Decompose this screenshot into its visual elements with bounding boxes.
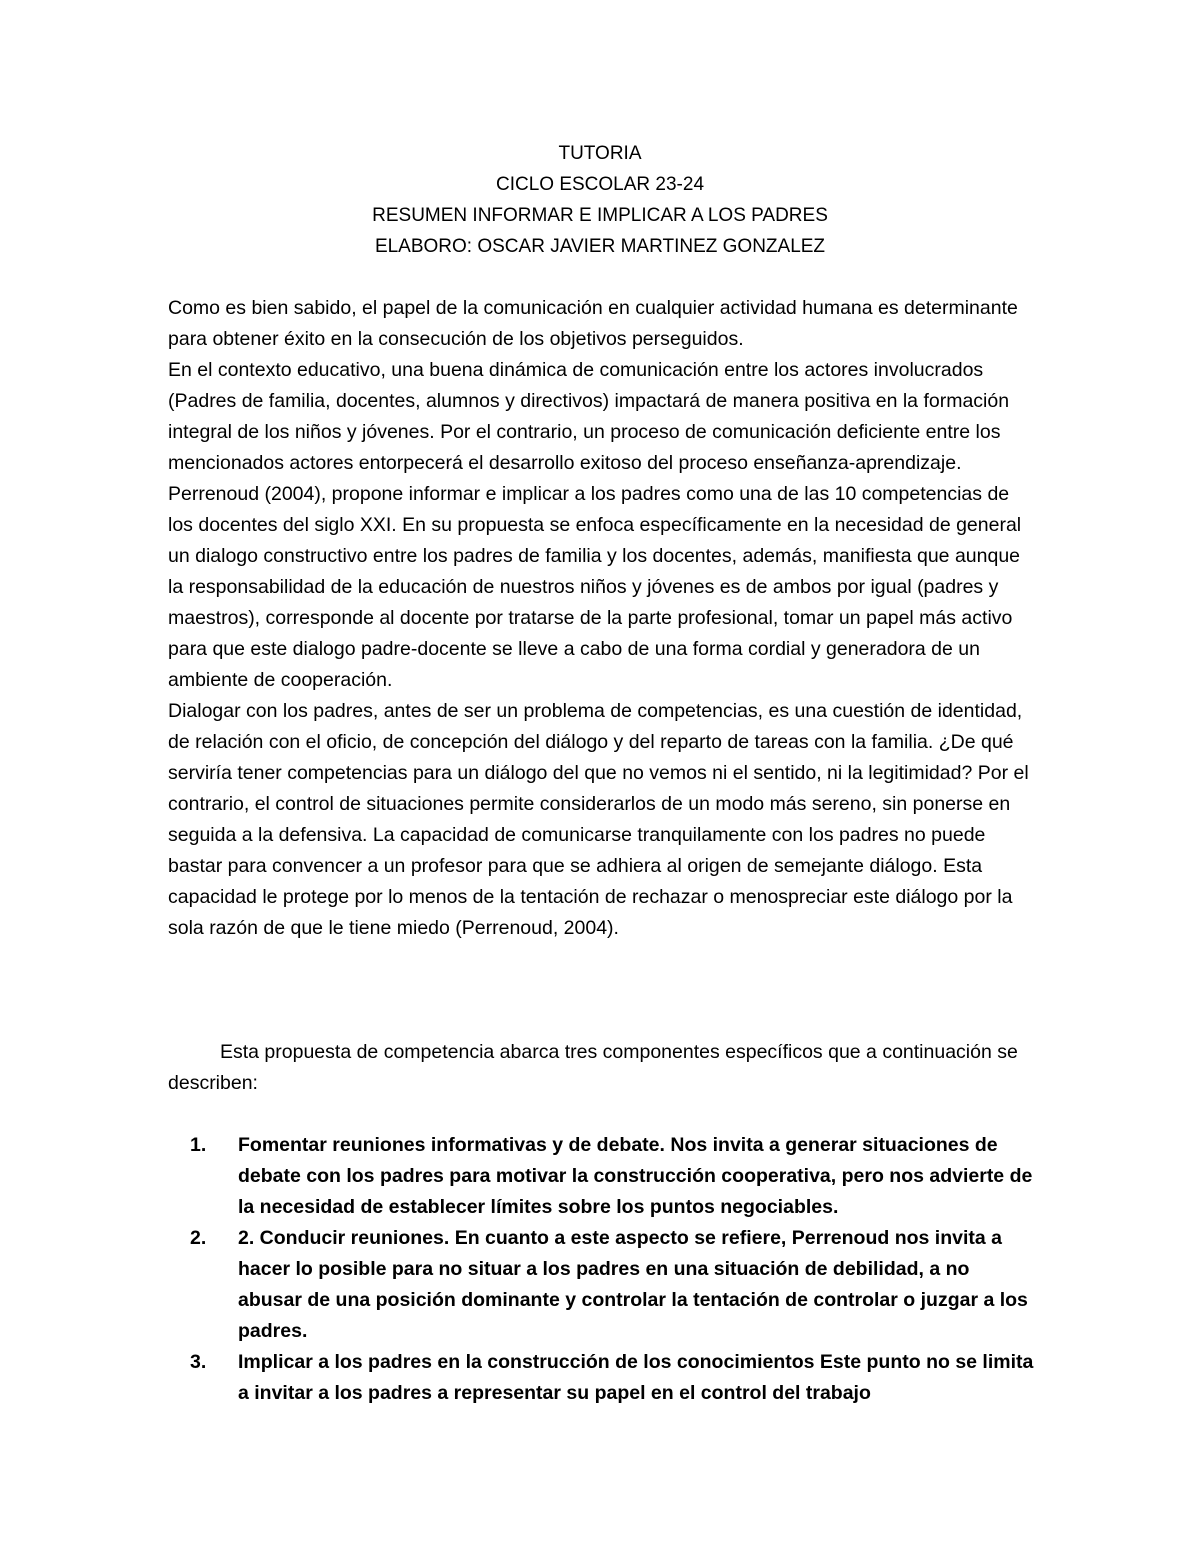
list-item [168, 1347, 1038, 1409]
paragraph: En el contexto educativo, una buena dinámica de comunicación entre los actores involucrados (Padres de familia, docentes, alumnos y directivos) impactará de manera positiva en la formación integral de los niños y jóvenes. Por el contrario, un proceso de comunicación deficiente entre los mencionados actores entorpecerá el desarrollo exitoso del proceso enseñanza-aprendizaje. [168, 359, 1010, 474]
document-body [168, 293, 1038, 944]
header-school-cycle: CICLO ESCOLAR 23-24 [495, 174, 705, 195]
list-item-number: 1. [190, 1134, 207, 1156]
header-author: ELABORO: OSCAR JAVIER MARTINEZ GONZALEZ [374, 236, 826, 257]
list-item-text: 2. Conducir reuniones. En cuanto a este aspecto se refiere, Perrenoud nos invita a hacer lo posible para no situar a los padres en una situación de debilidad, a no abusar de una posición dominante y controlar la tentación de controlar o juzgar a los padres. [238, 1227, 1028, 1342]
list-item-text: Fomentar reuniones informativas y de debate. Nos invita a generar situaciones de debate con los padres para motivar la construcción cooperativa, pero nos advierte de la necesidad de establecer límites sobre los puntos negociables. [238, 1134, 1033, 1218]
list-item-text: Implicar a los padres en la construcción de los conocimientos Este punto no se limita a invitar a los padres a representar su papel en el control del trabajo [238, 1351, 1034, 1404]
list-item-number: 2. [190, 1227, 207, 1249]
components-list [168, 1130, 1038, 1409]
header-subject: RESUMEN INFORMAR E IMPLICAR A LOS PADRES [372, 205, 828, 226]
list-item-number: 3. [190, 1351, 207, 1373]
list-item [168, 1130, 1038, 1223]
header-title: TUTORIA [558, 143, 642, 164]
document-header [0, 138, 1200, 262]
intro-paragraph: Esta propuesta de competencia abarca tres componentes específicos que a continuación se describen: [168, 1041, 1018, 1094]
intro-paragraph-block [168, 1037, 1038, 1099]
paragraph: Como es bien sabido, el papel de la comunicación en cualquier actividad humana es determinante para obtener éxito en la consecución de los objetivos perseguidos. [168, 297, 1018, 350]
paragraph: Dialogar con los padres, antes de ser un problema de competencias, es una cuestión de identidad, de relación con el oficio, de concepción del diálogo y del reparto de tareas con la familia. ¿De qué serviría tener competencias para un diálogo del que no vemos ni el sentido, ni la legitimidad? Por el contrario, el control de situaciones permite considerarlos de un modo más sereno, sin ponerse en seguida a la defensiva. La capacidad de comunicarse tranquilamente con los padres no puede bastar para convencer a un profesor para que se adhiera al origen de semejante diálogo. Esta capacidad le protege por lo menos de la tentación de rechazar o menospreciar este diálogo por la sola razón de que le tiene miedo (Perrenoud, 2004). [168, 700, 1029, 939]
paragraph: Perrenoud (2004), propone informar e implicar a los padres como una de las 10 competencias de los docentes del siglo XXI. En su propuesta se enfoca específicamente en la necesidad de general un dialogo constructivo entre los padres de familia y los docentes, además, manifiesta que aunque la responsabilidad de la educación de nuestros niños y jóvenes es de ambos por igual (padres y maestros), corresponde al docente por tratarse de la parte profesional, tomar un papel más activo para que este dialogo padre-docente se lleve a cabo de una forma cordial y generadora de un ambiente de cooperación. [168, 483, 1022, 691]
list-item [168, 1223, 1038, 1347]
